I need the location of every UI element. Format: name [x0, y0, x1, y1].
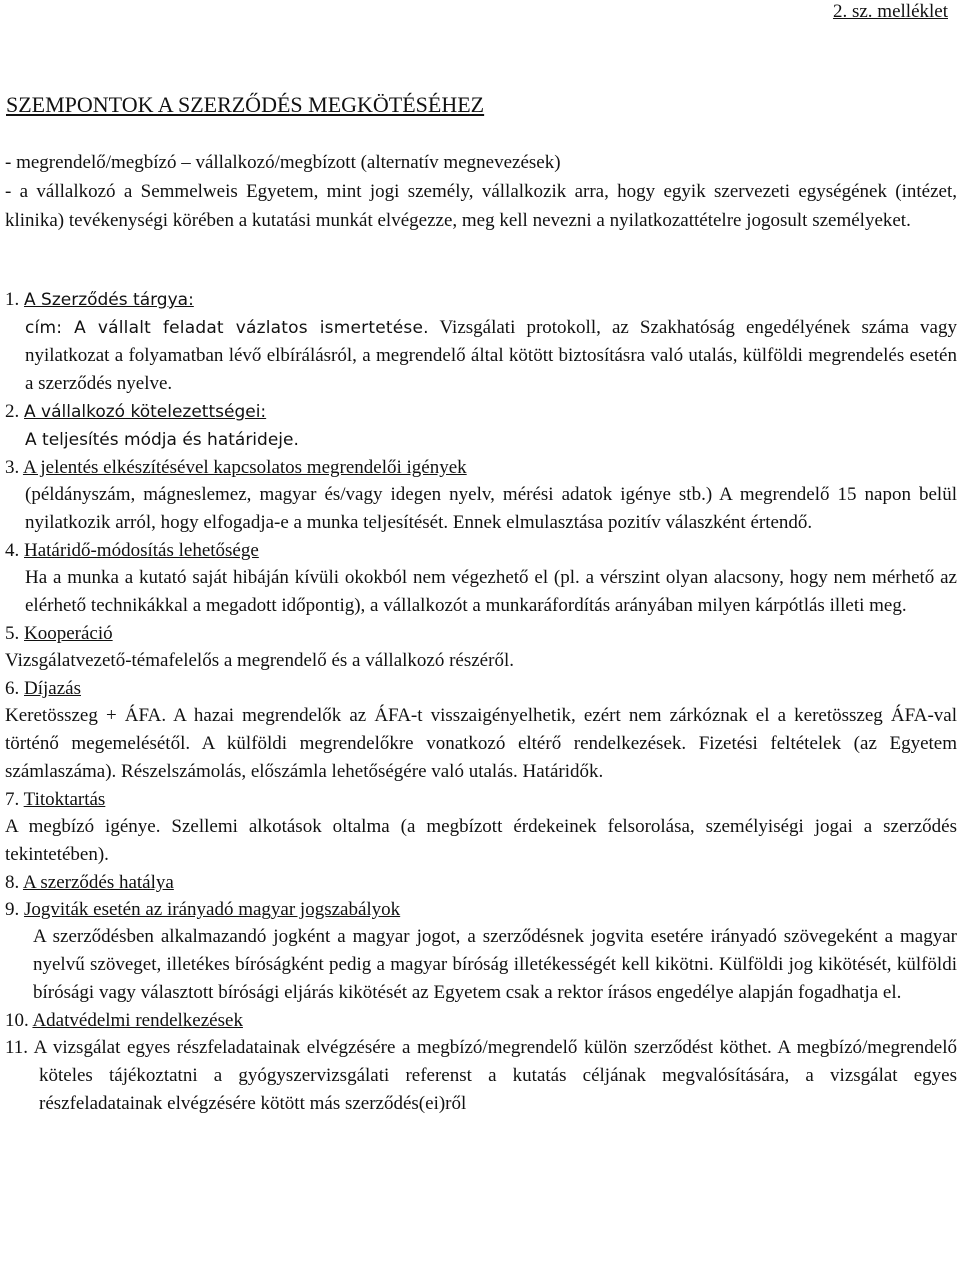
section-7-body: A megbízó igénye. Szellemi alkotások oltalma (a megbízott érdekeinek felsorolása, személyiségi jogai a szerződés tekintetében).: [5, 816, 957, 865]
section-9-title: Jogviták esetén az irányadó magyar jogszabályok: [24, 899, 401, 920]
section-5-heading: [5, 620, 957, 647]
section-3-body: (példányszám, mágneslemez, magyar és/vagy idegen nyelv, mérési adatok igénye stb.) A megrendelő 15 napon belül nyilatkozik arról, hogy elfogadja-e a munka teljesítését. Ennek elmulasztása pozitív válaszként értendő.: [25, 484, 957, 533]
section-2-title: A vállalkozó kötelezettségei:: [24, 402, 267, 422]
annex-label: 2. sz. melléklet: [832, 1, 948, 22]
section-1-body: [5, 314, 957, 398]
section-9-number: 9.: [5, 899, 24, 920]
section-5-number: 5.: [5, 623, 24, 644]
section-7-heading: [5, 786, 957, 813]
section-8-number: 8.: [5, 872, 23, 893]
section-4-number: 4.: [5, 540, 24, 561]
section-8-heading: [5, 869, 957, 896]
section-11-body: [5, 1034, 957, 1118]
section-1-heading: [5, 286, 957, 314]
section-5-body: Vizsgálatvezető-témafelelős a megrendelő és a vállalkozó részéről.: [5, 650, 514, 671]
section-4-heading: [5, 537, 957, 564]
section-10-title: Adatvédelmi rendelkezések: [32, 1010, 243, 1031]
section-4-title: Határidő-módosítás lehetősége: [24, 540, 259, 561]
intro-block: [5, 148, 957, 235]
section-6-title: Díjazás: [24, 678, 81, 699]
section-11-number: 11.: [5, 1037, 29, 1058]
section-7-title: Titoktartás: [23, 789, 106, 810]
section-9-body: A szerződésben alkalmazandó jogként a magyar jogot, a szerződésnek jogvita esetére irányadó szövegeként a magyar nyelvű szöveget, illetékes bíróságként pedig a magyar bíróság illetékességét kell kikötni. Külföldi jog kikötését, külföldi bírósági vagy választott bírósági eljárás kikötését az Egyetem csak a rektor írásos engedélye alapján fogadhatja el.: [33, 926, 957, 1003]
section-6-heading: [5, 675, 957, 702]
intro-line-2: - a vállalkozó a Semmelweis Egyetem, mint jogi személy, vállalkozik arra, hogy egyik szervezeti egységének (intézet, klinika) tevékenységi körében a kutatási munkát elvégezze, meg kell nevezni a nyilatkozattételre jogosult személyeket.: [5, 181, 957, 231]
section-10-number: 10.: [5, 1010, 33, 1031]
section-3-title: A jelentés elkészítésével kapcsolatos megrendelői igények: [22, 457, 467, 478]
document-title: SZEMPONTOK A SZERZŐDÉS MEGKÖTÉSÉHEZ: [6, 92, 485, 117]
section-8-title: A szerződés hatálya: [22, 872, 174, 893]
section-1-text: Vizsgálati protokoll, az Szakhatóság engedélyének száma vagy nyilatkozat a folyamatban lévő elbírálásról, a megrendelő által kötött biztosításra való utalás, külföldi megrendelés esetén a szerződés nyelve.: [25, 317, 957, 394]
section-3-number: 3.: [5, 457, 23, 478]
section-10-heading: [5, 1007, 957, 1034]
section-2-heading: [5, 398, 957, 426]
section-6-body: Keretösszeg + ÁFA. A hazai megrendelők az ÁFA-t visszaigényelhetik, ezért nem zárkóznak el a keretösszeg ÁFA-val történő megemelésétől. A külföldi megrendelőkre vonatkozó eltérő rendelkezések. Fizetési feltételek (az Egyetem számlaszáma). Részelszámolás, előszámla lehetőségére való utalás. Határidők.: [5, 705, 957, 782]
section-9-heading: [5, 896, 957, 923]
section-3-heading: [5, 454, 957, 481]
section-11-text: A vizsgálat egyes részfeladatainak elvégzésére a megbízó/megrendelő külön szerződést köthet. A megbízó/megrendelő köteles tájékoztatni a gyógyszervizsgálati referenst a kutatás céljának megvalósítására, a vizsgálat egyes részfeladatainak elvégzésére kötött más szerződés(ei)ről: [28, 1037, 957, 1114]
intro-line-1: - megrendelő/megbízó – vállalkozó/megbízott (alternatív megnevezések): [5, 152, 561, 173]
section-2-number: 2.: [5, 401, 24, 422]
section-1-label: cím: A vállalt feladat vázlatos ismertetése.: [25, 318, 429, 338]
section-2-body: A teljesítés módja és határideje.: [25, 430, 299, 450]
section-1-title: A Szerződés tárgya:: [24, 290, 194, 310]
section-6-number: 6.: [5, 678, 24, 699]
sections-block: [5, 286, 957, 1118]
section-7-number: 7.: [5, 789, 24, 810]
section-1-number: 1.: [5, 289, 24, 310]
section-4-body: Ha a munka a kutató saját hibáján kívüli okokból nem végezhető el (pl. a vérszint olyan alacsony, hogy nem mérhető az elérhető technikákkal a megadott időpontig), a vállalkozót a munkaráfordítás arányában milyen kárpótlás illeti meg.: [25, 567, 957, 616]
section-5-title: Kooperáció: [24, 623, 113, 644]
